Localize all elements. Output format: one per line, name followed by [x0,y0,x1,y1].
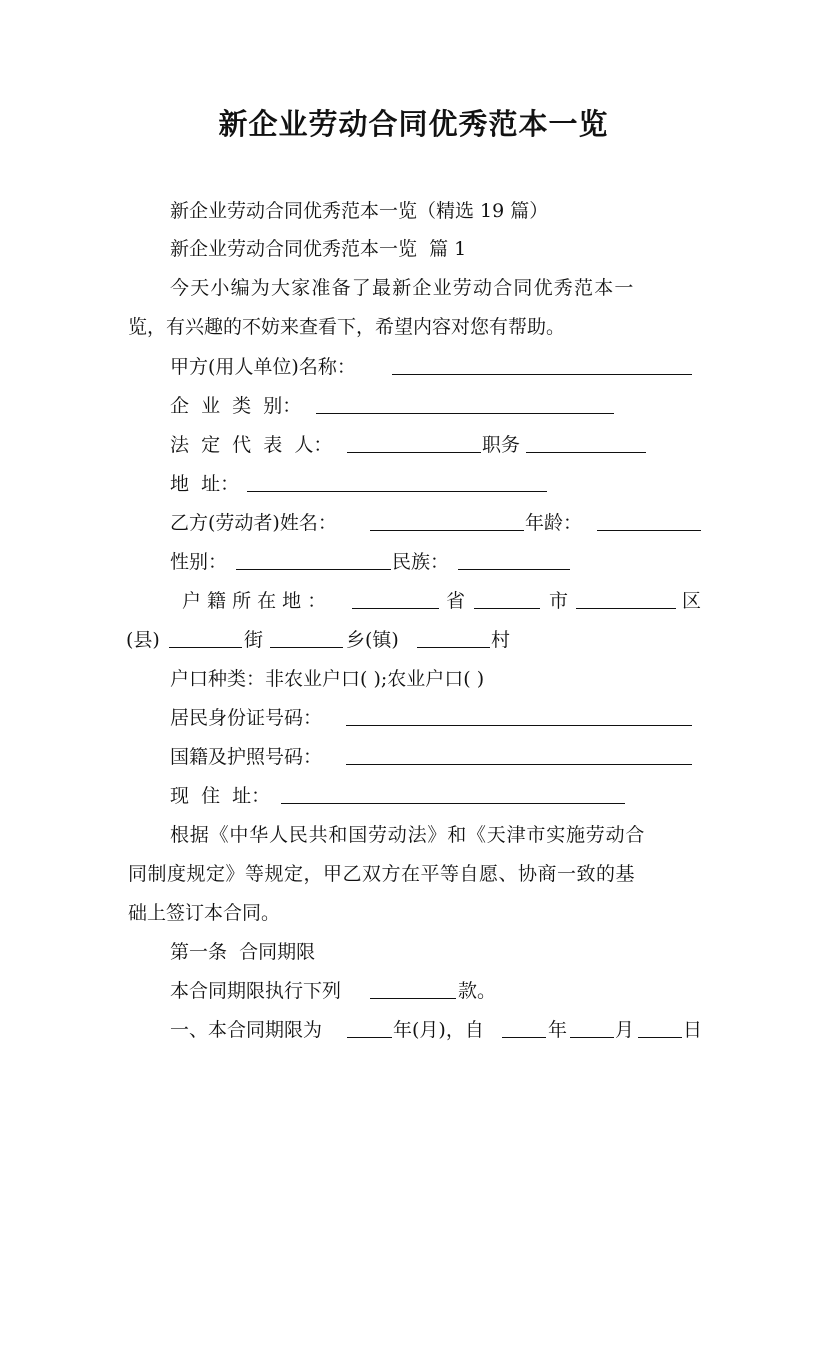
basis-line-3 [0,898,827,928]
employee-name-blank[interactable] [370,530,524,531]
current-address-row [0,781,827,811]
document-title: 新企业劳动合同优秀范本一览 [218,107,609,141]
position-label: 职务 [482,434,521,456]
hukou-type-text: 户口种类：非农业户口( );农业户口( ) [170,668,485,690]
age-blank[interactable] [597,530,701,531]
start-month-blank[interactable] [570,1037,614,1038]
article-1-text: 第一条 合同期限 [170,941,316,963]
day-label: 日 [683,1019,703,1041]
ethnicity-blank[interactable] [458,569,570,570]
term-one-label: 一、本合同期限为 [170,1019,323,1041]
term-length-blank[interactable] [347,1037,392,1038]
intro-line-1 [0,273,827,303]
basis-line-1 [0,820,827,850]
year-label: 年 [548,1019,568,1041]
address-label: 地 址： [170,473,240,495]
age-label: 年龄： [525,512,583,534]
year-month-label: 年(月)，自 [393,1019,484,1041]
household-row [0,586,827,616]
district-blank[interactable] [576,608,676,609]
article-1-heading [0,937,827,967]
household-label: 户 籍 所 在 地 ： [182,590,327,612]
term-clause-row [0,976,827,1006]
intro-text-2: 览，有兴趣的不妨来查看下，希望内容对您有帮助。 [128,316,566,338]
address-blank[interactable] [247,491,547,492]
company-type-row [0,391,827,421]
section-heading-text: 新企业劳动合同优秀范本一览 篇 1 [170,238,467,260]
employee-name-row [0,508,827,538]
basis-text-2: 同制度规定》等规定，甲乙双方在平等自愿、协商一致的基 [128,863,636,885]
month-label: 月 [615,1019,635,1041]
id-number-blank[interactable] [346,725,692,726]
employer-name-label: 甲方(用人单位)名称： [170,356,356,378]
current-address-label: 现 住 址： [170,785,271,807]
current-address-blank[interactable] [281,803,625,804]
term-clause-blank[interactable] [370,998,456,999]
employer-name-blank[interactable] [392,374,692,375]
employer-name-row [0,352,827,382]
legal-rep-label: 法 定 代 表 人： [170,434,333,456]
city-label: 市 [549,590,569,612]
section-heading [0,234,827,264]
address-row [0,469,827,499]
ethnicity-label: 民族： [392,551,450,573]
gender-ethnicity-row [0,547,827,577]
basis-text-1: 根据《中华人民共和国劳动法》和《天津市实施劳动合 [170,824,646,846]
company-type-blank[interactable] [316,413,614,414]
employee-name-label: 乙方(劳动者)姓名： [170,512,337,534]
company-type-label: 企 业 类 别： [170,395,302,417]
document-subtitle [0,196,827,226]
gender-label: 性别： [170,551,228,573]
township-label: 乡(镇) [346,629,399,651]
province-blank[interactable] [352,608,439,609]
basis-line-2 [0,859,827,889]
position-blank[interactable] [526,452,646,453]
province-label: 省 [446,590,466,612]
basis-text-3: 础上签订本合同。 [128,902,281,924]
term-clause-label: 本合同期限执行下列 [170,980,342,1002]
term-one-row [0,1015,827,1045]
district-label: 区 [682,590,702,612]
street-blank[interactable] [270,647,343,648]
intro-line-2 [0,312,827,342]
start-day-blank[interactable] [638,1037,682,1038]
id-number-row [0,703,827,733]
hukou-type-row [0,664,827,694]
township-blank[interactable] [417,647,490,648]
id-number-label: 居民身份证号码： [170,707,323,729]
start-year-blank[interactable] [502,1037,546,1038]
village-label: 村 [491,629,511,651]
term-clause-end: 款。 [458,980,497,1002]
passport-row [0,742,827,772]
county-blank[interactable] [169,647,242,648]
intro-text-1: 今天小编为大家准备了最新企业劳动合同优秀范本一 [170,277,635,299]
subtitle-text: 新企业劳动合同优秀范本一览（精选 19 篇） [170,200,549,222]
household-row-2 [0,625,827,655]
street-label: 街 [244,629,264,651]
passport-blank[interactable] [346,764,692,765]
legal-rep-row [0,430,827,460]
city-blank[interactable] [474,608,540,609]
gender-blank[interactable] [236,569,391,570]
passport-label: 国籍及护照号码： [170,746,323,768]
county-label: (县) [126,629,160,651]
legal-rep-blank[interactable] [347,452,481,453]
